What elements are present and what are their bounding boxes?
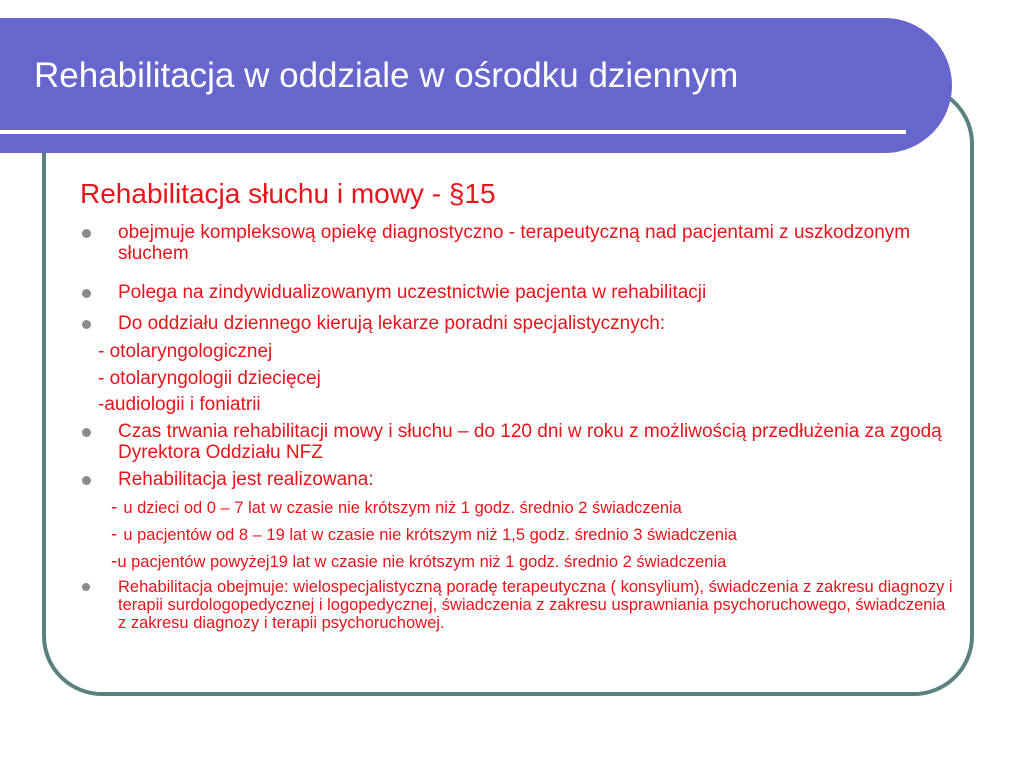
slide-title: Rehabilitacja w oddziale w ośrodku dziennym xyxy=(34,56,739,95)
dash-marker: - xyxy=(111,551,118,572)
bullet-item: Rehabilitacja jest realizowana: xyxy=(118,469,374,490)
age-group-item xyxy=(111,497,682,519)
age-group-text: u pacjentów od 8 – 19 lat w czasie nie krótszym niż 1,5 godz. średnio 3 świadczenia xyxy=(123,526,737,544)
bullet-icon xyxy=(82,229,91,238)
bullet-icon xyxy=(82,476,91,485)
bullet-icon xyxy=(82,583,90,591)
dash-marker: - xyxy=(111,524,118,545)
bullet-item: obejmuje kompleksową opiekę diagnostyczno - terapeutyczną nad pacjentami z uszkodzonym słuchem xyxy=(118,222,911,264)
bullet-icon xyxy=(82,320,91,329)
bullet-icon xyxy=(82,428,91,437)
bullet-item: Rehabilitacja obejmuje: wielospecjalistyczną poradę terapeutyczna ( konsylium), świadczenia z zakresu diagnozy i terapii surdologopedycznej i logopedycznej, świadczenia z zakresu usprawniania psychoruchowego, świadczenia z zakresu diagnozy i terapii psychoruchowej. xyxy=(118,578,953,632)
referral-clinic-item: - otolaryngologicznej xyxy=(98,341,273,362)
age-group-item xyxy=(111,524,737,546)
section-heading: Rehabilitacja słuchu i mowy - §15 xyxy=(80,178,496,209)
age-group-item xyxy=(111,551,726,573)
bullet-icon xyxy=(82,289,91,298)
referral-clinic-item: -audiologii i foniatrii xyxy=(98,394,261,415)
referral-clinic-item: - otolaryngologii dziecięcej xyxy=(98,368,321,389)
bullet-item: Czas trwania rehabilitacji mowy i słuchu – do 120 dni w roku z możliwością przedłużenia za zgodą Dyrektora Oddziału NFZ xyxy=(118,421,942,463)
dash-marker: - xyxy=(111,497,118,518)
bullet-item: Do oddziału dziennego kierują lekarze poradni specjalistycznych: xyxy=(118,313,666,334)
age-group-text: u dzieci od 0 – 7 lat w czasie nie krótszym niż 1 godz. średnio 2 świadczenia xyxy=(123,499,682,517)
bullet-item: Polega na zindywidualizowanym uczestnictwie pacjenta w rehabilitacji xyxy=(118,282,707,303)
age-group-text: u pacjentów powyżej19 lat w czasie nie krótszym niż 1 godz. średnio 2 świadczenia xyxy=(117,553,727,571)
